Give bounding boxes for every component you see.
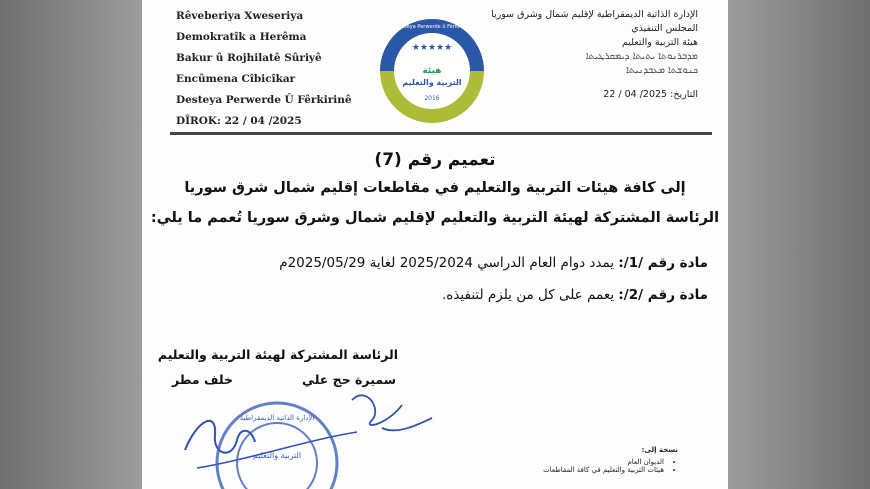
kurdish-header-line2: Bakur û Rojhilatê Sûriyê (176, 52, 322, 64)
article-2-label: مادة رقم /2/: (618, 287, 708, 303)
kurdish-header-line4: Desteya Perwerde Û Fêrkirinê (176, 94, 352, 106)
copies-to (543, 446, 678, 474)
syriac-header-line2: ܟܢܘܫܬܐ ܡܥܒܕܢܝܬܐ (626, 65, 698, 76)
logo-year: 2016 (424, 95, 440, 102)
svg-text:★★★★★: ★★★★★ (411, 43, 453, 53)
kurdish-header-line3: Encûmena Cîbicîkar (176, 73, 296, 85)
article-2 (442, 287, 708, 303)
article-1-text: يمدد دوام العام الدراسي 2025/2024 لغاية 2025/05/29م (279, 255, 615, 271)
circular-intro: الرئاسة المشتركة لهيئة التربية والتعليم لإقليم شمال وشرق سوريا تُعمم ما يلي: (150, 210, 720, 226)
kurdish-header (176, 6, 376, 132)
arabic-date (473, 88, 698, 102)
arabic-header-line1: الإدارة الذاتية الديمقراطية لإقليم شمال وشرق سوريا (491, 9, 698, 20)
circular-title: تعميم رقم (7) (374, 150, 496, 170)
kurdish-date (176, 111, 376, 132)
logo-center-line2: التربية والتعليم (402, 78, 462, 87)
arabic-date-label: التاريخ: (670, 89, 698, 100)
copies-heading: نسخة إلى: (641, 446, 678, 454)
stamp-ring-text: الإدارة الذاتية الديمقراطية (239, 414, 315, 422)
copies-item: • الديوان العام (543, 458, 664, 466)
document-page (142, 0, 728, 489)
copies-item: • هيئات التربية والتعليم في كافة المقاطعات (543, 466, 664, 474)
circular-recipients: إلى كافة هيئات التربية والتعليم في مقاطعات إقليم شمال شرق سوريا (184, 180, 686, 196)
arabic-header (473, 8, 698, 102)
logo-ring-text: Desteya Perwerde û Fêrkirinê (395, 24, 469, 30)
education-authority-logo (377, 16, 487, 126)
logo-stars (412, 43, 452, 53)
article-1 (279, 255, 708, 271)
article-2-text: يعمم على كل من يلزم لتنفيذه. (441, 287, 615, 303)
signature-stroke-3 (352, 395, 432, 430)
kurdish-date-label: DÎROK: (176, 115, 221, 127)
kurdish-date-value: 22 / 04 /2025 (224, 115, 302, 127)
signatory-name-2: خلف مطر (171, 372, 233, 387)
arabic-header-line3: هيئة التربية والتعليم (621, 37, 698, 48)
signature-title: الرئاسة المشتركة لهيئة التربية والتعليم (157, 347, 398, 362)
arabic-header-line2: المجلس التنفيذي (631, 23, 698, 34)
blurred-background-right (728, 0, 870, 489)
kurdish-header-line1: Rêveberiya Xweseriya Demokratîk a Herêma (176, 10, 307, 43)
stamp-center-text: التربية والتعليم (252, 451, 302, 460)
logo-center-line1: هيئة (422, 66, 442, 76)
header-divider (170, 132, 712, 135)
article-1-label: مادة رقم /1/: (618, 255, 708, 271)
syriac-header-line1: ܡܕܒܪܢܘܬܐ ܝܬܝܬܐ ܕܝܡܩܪܛܝܬܐ (585, 51, 698, 62)
arabic-date-value: 2025/ 04 / 22 (603, 89, 668, 100)
signatory-name-1: سميرة حج علي (302, 372, 396, 387)
official-stamp (212, 398, 342, 489)
copies-list (543, 458, 678, 474)
blurred-background-left (0, 0, 142, 489)
